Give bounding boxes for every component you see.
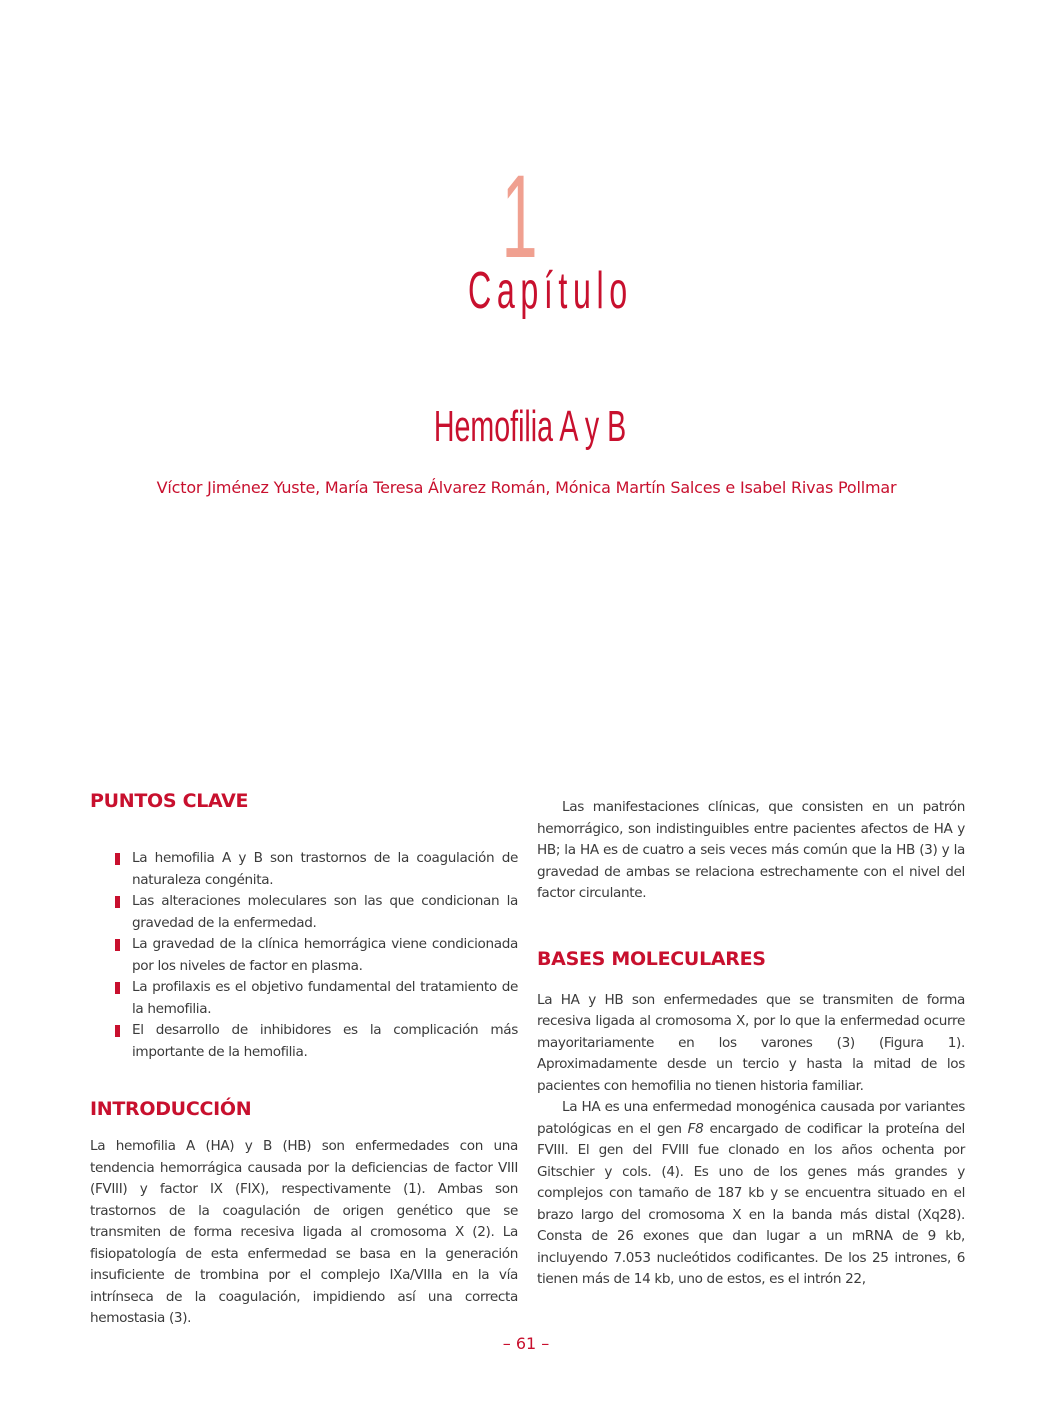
page-number: – 61 – — [502, 1334, 550, 1353]
chapter-number: 1 — [501, 151, 538, 283]
molecular-bases-heading: BASES MOLECULARES — [537, 947, 766, 970]
molecular-paragraph-1: La HA y HB son enfermedades que se transmiten de forma recesiva ligada al cromosoma X, por lo que la enfermedad ocurre mayoritariamente en los varones (3) (Figura 1). Aproximadamente desde un tercio y hasta la mitad de los pacientes con hemofilia no tienen historia familiar. — [537, 991, 965, 1094]
key-point-item: El desarrollo de inhibidores es la complicación más importante de la hemofilia. — [115, 1020, 518, 1063]
introduction-paragraph: La hemofilia A (HA) y B (HB) son enfermedades con una tendencia hemorrágica causada por la deficiencias de factor VIII (FVIII) y factor IX (FIX), respectivamente (1). Ambas son trastornos de la coagulación de origen genético que se transmiten de forma recesiva ligada al cromosoma X (2). La fisiopatología de esta enfermedad se basa en la generación insuficiente de trombina por el complejo IXa/VIIIa en la vía intrínseca de la coagulación, impidiendo así una correcta hemostasia (3). — [90, 1138, 518, 1326]
molecular-paragraph-2: La HA es una enfermedad monogénica causada por variantes patológicas en el gen F8 encargado de codificar la proteína del FVIII. El gen del FVIII fue clonado en los años ochenta por Gitschier y cols. (4). Es uno de los genes más grandes y complejos con tamaño de 187 kb y se encuentra situado en el brazo largo del cromosoma X en la banda más distal (Xq28). Consta de 26 exones que dan lugar a un mRNA de 9 kb, incluyendo 7.053 nucleótidos codificantes. De los 25 intrones, 6 tienen más de 14 kb, uno de estos, es el intrón 22, — [537, 1099, 965, 1287]
chapter-title: Hemofilia A y B — [433, 402, 627, 451]
key-point-item: Las alteraciones moleculares son las que condicionan la gravedad de la enfermedad. — [115, 891, 518, 934]
introduction-heading: INTRODUCCIÓN — [90, 1098, 252, 1120]
key-point-item: La profilaxis es el objetivo fundamental del tratamiento de la hemofilia. — [115, 977, 518, 1020]
right-column — [537, 797, 965, 1291]
authors: Víctor Jiménez Yuste, María Teresa Álvarez Román, Mónica Martín Salces e Isabel Rivas Pollmar — [156, 478, 897, 497]
left-column — [90, 790, 518, 1330]
bullet-icon — [115, 1025, 120, 1037]
key-points-heading: PUNTOS CLAVE — [90, 790, 249, 812]
bullet-icon — [115, 853, 120, 865]
bullet-icon — [115, 896, 120, 908]
bullet-icon — [115, 982, 120, 994]
intro-continued-paragraph: Las manifestaciones clínicas, que consisten en un patrón hemorrágico, son indistinguibles entre pacientes afectos de HA y HB; la HA es de cuatro a seis veces más común que la HB (3) y la gravedad de ambas se relaciona estrechamente con el nivel del factor circulante. — [537, 799, 965, 901]
key-point-item: La hemofilia A y B son trastornos de la coagulación de naturaleza congénita. — [115, 848, 518, 891]
key-point-item: La gravedad de la clínica hemorrágica viene condicionada por los niveles de factor en plasma. — [115, 934, 518, 977]
bullet-icon — [115, 939, 120, 951]
chapter-word: Capítulo — [468, 262, 633, 320]
key-points-list — [90, 848, 518, 1063]
gene-name: F8 — [687, 1120, 704, 1137]
